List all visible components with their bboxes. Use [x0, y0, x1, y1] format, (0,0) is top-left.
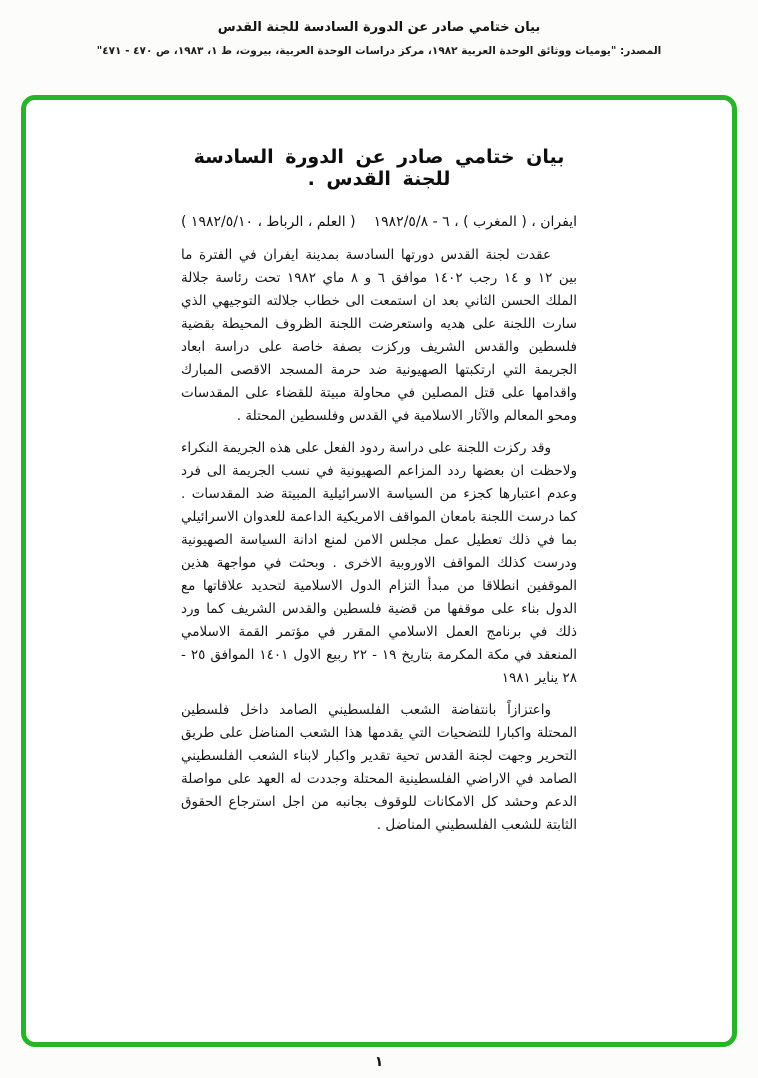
document-title: بيان ختامي صادر عن الدورة السادسة للجنة القدس .: [193, 146, 565, 190]
dateline-publication: ( العلم ، الرباط ، ١٩٨٢/٥/١٠ ): [181, 214, 356, 230]
dateline: [181, 214, 577, 230]
source-citation-line: المصدر: "يوميات ووثائق الوحدة العربية ١٩٨٢، مركز دراسات الوحدة العربية، بيروت، ط ١، ١٩٨٣، ص ٤٧٠ - ٤٧١": [96, 45, 662, 57]
body-paragraph: عقدت لجنة القدس دورتها السادسة بمدينة ايفران في الفترة ما بين ١٢ و ١٤ رجب ١٤٠٢ موافق ٦ و ٨ ماي ١٩٨٢ تحت رئاسة جلالة الملك الحسن الثاني بعد ان استمعت الى خطاب جلالته التوجيهي الذي سارت اللجنة على هديه واستعرضت اللجنة الظروف المحيطة بقضية فلسطين والقدس الشريف وركزت بصفة خاصة على دراسة ابعاد الجريمة التي ارتكبتها الصهيونية ضد حرمة المسجد الاقصى المبارك واقدامها على قتل المصلين في محاولة مبيتة للقضاء على المقدسات ومحو المعالم والآثار الاسلامية في القدس وفلسطين المحتلة .: [181, 247, 578, 424]
page-number: ١: [374, 1054, 384, 1070]
document-content: [181, 146, 577, 837]
body-paragraph: واعتزازاً بانتفاضة الشعب الفلسطيني الصامد داخل فلسطين المحتلة واكبارا للتضحيات التي يقدمها هذا الشعب المناضل على طريق التحرير وجهت لجنة القدس تحية تقدير واكبار لابناء الشعب الفلسطيني الصامد في الاراضي الفلسطينية المحتلة وجددت له العهد على مواصلة الدعم وحشد كل الامكانات للوقوف بجانبه من اجل استرجاع الحقوق الثابتة للشعب الفلسطيني المناضل .: [181, 702, 577, 833]
dateline-location: ايفران ، ( المغرب ) ، ٦ - ١٩٨٢/٥/٨: [373, 214, 577, 230]
document-body: [181, 244, 577, 837]
document-frame: [21, 95, 737, 1047]
body-paragraph: وقد ركزت اللجنة على دراسة ردود الفعل على هذه الجريمة النكراء ولاحظت ان بعضها ردد المزاعم الصهيونية في نسب الجريمة الى فرد وعدم اعتبارها كجزء من السياسة الاسرائيلية المبيتة ضد المقدسات . كما درست اللجنة بامعان المواقف الامريكية الداعمة للعدوان الاسرائيلي بما في ذلك تعطيل عمل مجلس الامن لمنع ادانة السياسة الصهيونية ودرست كذلك المواقف الاوروبية الاخرى . وبحثت في مواجهة هذين الموقفين انطلاقا من مبدأ التزام الدول الاسلامية لتحديد علاقاتها مع الدول بناء على موقفها من قضية فلسطين والقدس الشريف كما ورد ذلك في برنامج العمل الاسلامي المقرر في مؤتمر القمة الاسلامي المنعقد في مكة المكرمة بتاريخ ١٩ - ٢٢ ربيع الاول ١٤٠١ الموافق ٢٥ - ٢٨ يناير ١٩٨١: [181, 440, 578, 686]
page-header-title: بيان ختامي صادر عن الدورة السادسة للجنة القدس: [217, 20, 541, 35]
page-header: [0, 20, 758, 57]
